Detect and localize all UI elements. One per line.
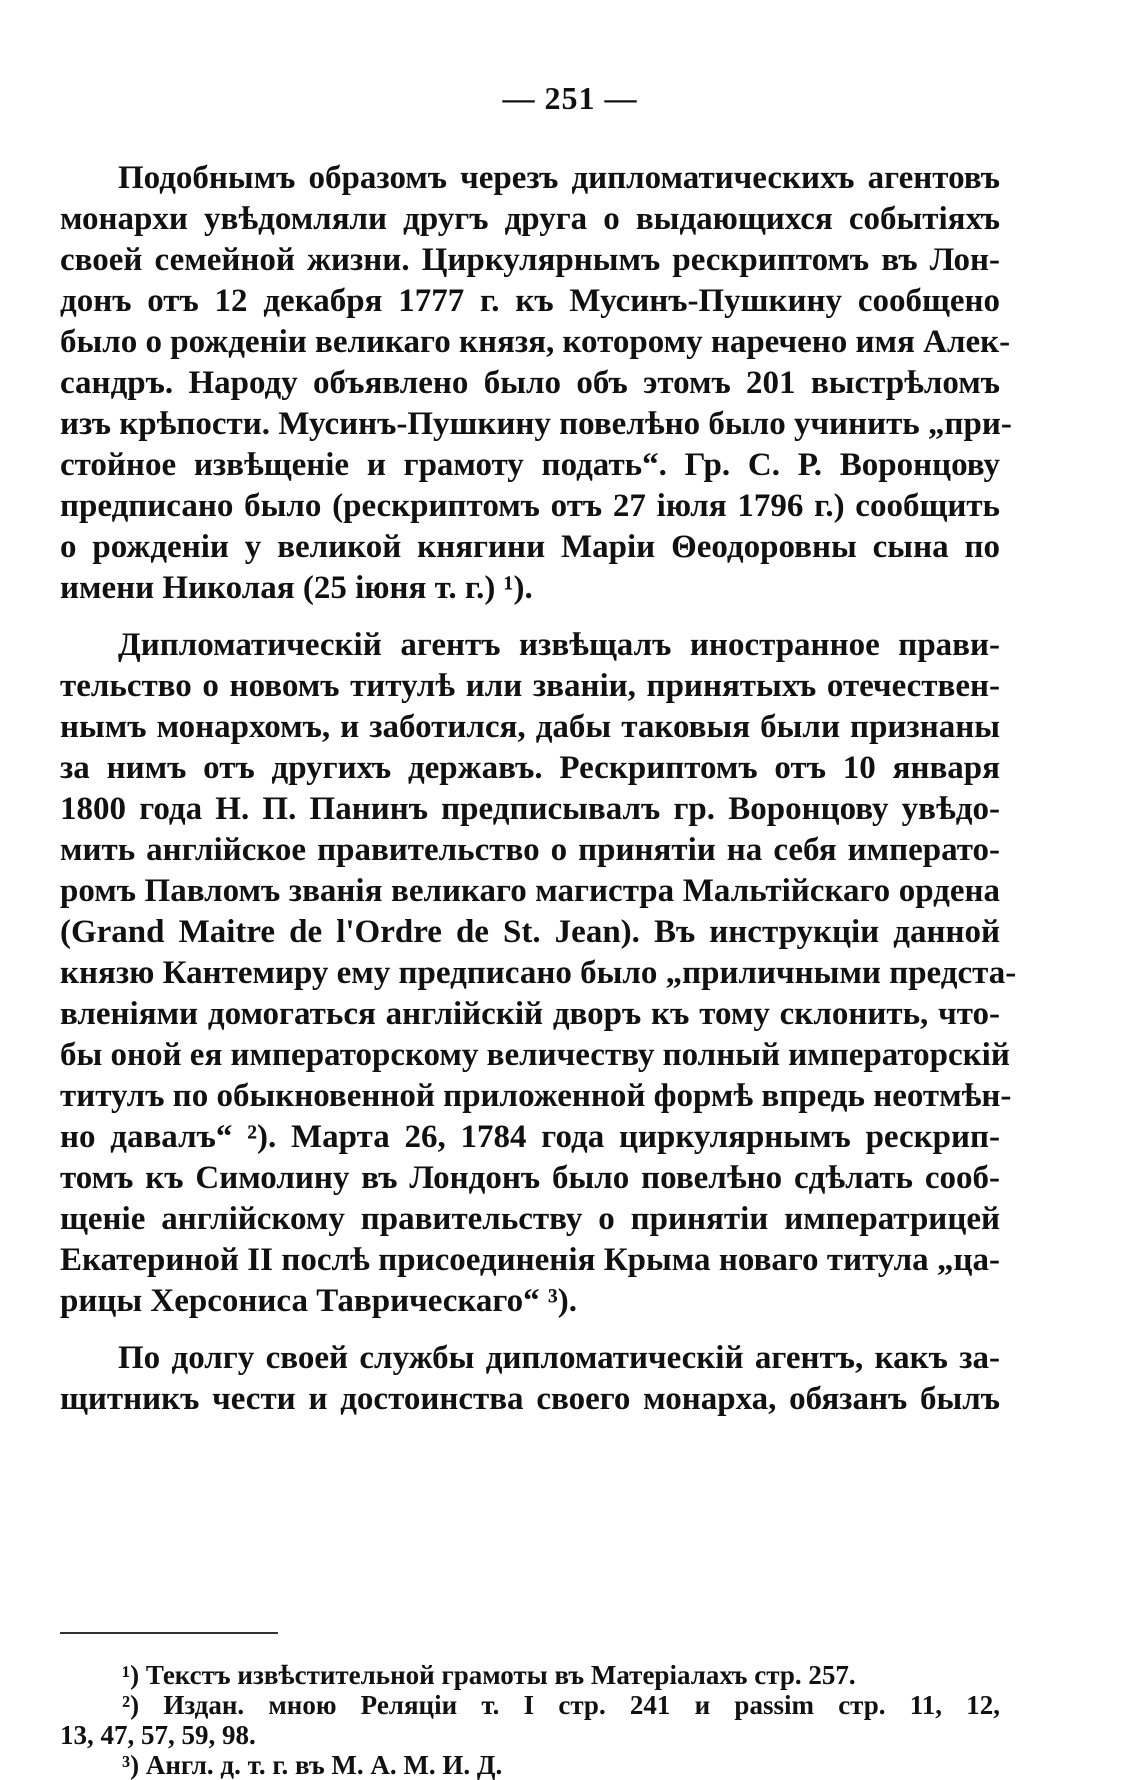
page-number: — 251 — (502, 80, 638, 116)
text-line: имени Николая (25 іюня т. г.) ¹). (60, 570, 533, 606)
text-line: томъ къ Симолину въ Лондонъ было повелѣно сдѣлать сооб- (60, 1160, 1000, 1196)
text-line: мить англійское правительство о принятіи на себя императо- (60, 832, 1000, 868)
text-line: донъ отъ 12 декабря 1777 г. къ Мусинъ-Пушкину сообщено (60, 283, 1000, 319)
text-line: сандръ. Народу объявлено было объ этомъ 201 выстрѣломъ (60, 365, 1000, 401)
text-line: изъ крѣпости. Мусинъ-Пушкину повелѣно было учинить „при- (60, 406, 1012, 442)
text-line: По долгу своей службы дипломатическій агентъ, какъ за- (118, 1340, 1000, 1376)
main-text (60, 158, 1017, 1420)
text-line: (Grand Maitre de l'Ordre de St. Jean). Въ инструкціи данной (60, 914, 1000, 950)
text-line: ромъ Павломъ званія великаго магистра Мальтійскаго ордена (60, 873, 1000, 909)
paragraph-3 (60, 1338, 1000, 1420)
text-line: тельство о новомъ титулѣ или званіи, принятыхъ отечествен- (60, 668, 1000, 704)
text-line: титулъ по обыкновенной приложенной формѣ впредь неотмѣн- (60, 1078, 1012, 1114)
text-line: монархи увѣдомляли другъ друга о выдающихся событіяхъ (60, 201, 1000, 237)
text-line: своей семейной жизни. Циркулярнымъ рескриптомъ въ Лон- (60, 242, 1000, 278)
text-line: но давалъ“ ²). Марта 26, 1784 года циркулярнымъ рескрип- (60, 1119, 1000, 1155)
text-line: Екатериной II послѣ присоединенія Крыма новаго титула „ца- (60, 1242, 1000, 1278)
text-line: рицы Херсониса Таврическаго“ ³). (60, 1283, 577, 1319)
text-line: 1800 года Н. П. Панинъ предписывалъ гр. Воронцову увѣдо- (60, 791, 1000, 827)
text-line: вленіями домогаться англійскій дворъ къ тому склонить, что- (60, 996, 1000, 1032)
text-line: предписано было (рескриптомъ отъ 27 іюля 1796 г.) сообщить (60, 488, 1000, 524)
paragraph-2 (60, 625, 1017, 1322)
text-line: щитникъ чести и достоинства своего монарха, обязанъ былъ (60, 1381, 1000, 1417)
footnotes (60, 1660, 1000, 1780)
footnote-2: ²) Издан. мною Реляціи т. I стр. 241 и passim стр. 11, 12, (122, 1690, 1000, 1720)
footnote-1: ¹) Текстъ извѣстительной грамоты въ Матеріалахъ стр. 257. (122, 1660, 856, 1690)
text-line: Подобнымъ образомъ черезъ дипломатическихъ агентовъ (118, 160, 1000, 196)
text-line: было о рожденіи великаго князя, которому наречено имя Алек- (60, 324, 1011, 360)
text-line: Дипломатическій агентъ извѣщалъ иностранное прави- (118, 627, 1000, 663)
footnote-2-continuation: 13, 47, 57, 59, 98. (60, 1720, 256, 1750)
text-line: князю Кантемиру ему предписано было „приличными предста- (60, 955, 1017, 991)
text-line: нымъ монархомъ, и заботился, дабы таковыя были признаны (60, 709, 1000, 745)
text-line: стойное извѣщеніе и грамоту подать“. Гр. С. Р. Воронцову (60, 447, 1000, 483)
paragraph-1 (60, 158, 1012, 609)
text-line: щеніе англійскому правительству о принятіи императрицей (60, 1201, 1000, 1237)
footnote-3: ³) Англ. д. т. г. въ М. А. М. И. Д. (122, 1750, 503, 1780)
text-line: о рожденіи у великой княгини Маріи Θеодоровны сына по (60, 529, 1000, 565)
text-line: бы оной ея императорскому величеству полный императорскій (60, 1037, 1010, 1073)
text-line: за нимъ отъ другихъ державъ. Рескриптомъ отъ 10 января (60, 750, 1000, 786)
footnote-divider (60, 1632, 278, 1634)
